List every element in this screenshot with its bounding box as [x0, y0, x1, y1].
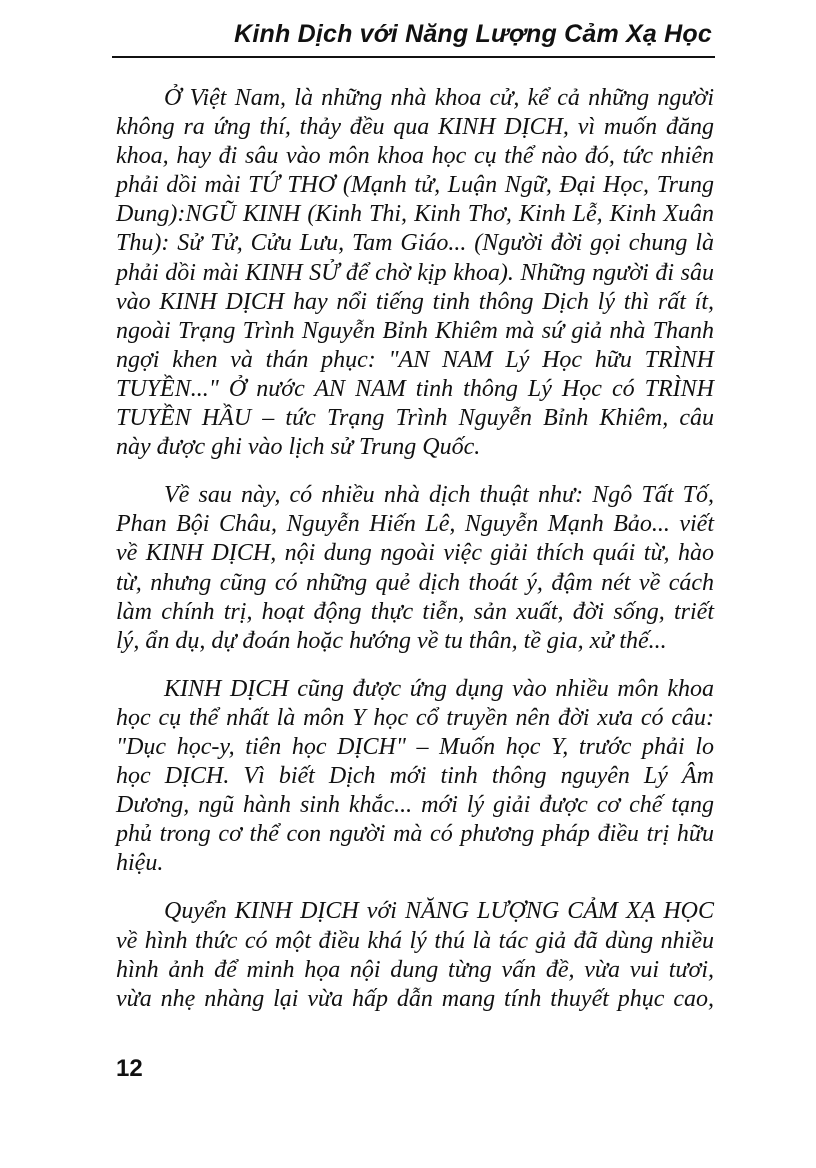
text-line: "Dục học-y, tiên học DỊCH" – Muốn học Y, trước phải lo	[116, 733, 714, 760]
text-line: vào KINH DỊCH hay nổi tiếng tinh thông Dịch lý thì rất ít,	[116, 288, 714, 315]
text-line: này được ghi vào lịch sử Trung Quốc.	[116, 434, 481, 461]
text-line: học DỊCH. Vì biết Dịch mới tinh thông nguyên Lý Âm	[116, 763, 714, 790]
text-line: khoa, hay đi sâu vào môn khoa học cụ thể nào đó, tức nhiên	[116, 143, 714, 170]
text-line: từ, nhưng cũng có những quẻ dịch thoát ý, đậm nét về cách	[116, 569, 714, 596]
text-line: Dung):NGŨ KINH (Kinh Thi, Kinh Thơ, Kinh Lễ, Kinh Xuân	[116, 201, 714, 228]
text-line: Dương, ngũ hành sinh khắc... mới lý giải được cơ chế tạng	[116, 792, 714, 819]
text-line: Quyển KINH DỊCH với NĂNG LƯỢNG CẢM XẠ HỌC	[164, 898, 714, 925]
text-line: ngợi khen và thán phục: "AN NAM Lý Học hữu TRÌNH	[116, 346, 714, 373]
text-line: phải dồi mài KINH SỬ để chờ kịp khoa). Những người đi sâu	[116, 259, 714, 286]
text-line: KINH DỊCH cũng được ứng dụng vào nhiều môn khoa	[164, 675, 714, 702]
paragraph-2	[116, 481, 714, 656]
page-number: 12	[116, 1055, 143, 1082]
text-line: không ra ứng thí, thảy đều qua KINH DỊCH, vì muốn đăng	[116, 114, 714, 141]
text-line: Thu): Sử Tử, Cửu Lưu, Tam Giáo... (Người đời gọi chung là	[116, 230, 714, 257]
body-text	[116, 84, 714, 1033]
text-line: về KINH DỊCH, nội dung ngoài việc giải thích quái từ, hào	[116, 540, 714, 567]
text-line: vừa nhẹ nhàng lại vừa hấp dẫn mang tính thuyết phục cao,	[116, 985, 714, 1012]
text-line: hiệu.	[116, 850, 164, 877]
text-line: ngoài Trạng Trình Nguyễn Bỉnh Khiêm mà sứ giả nhà Thanh	[116, 317, 714, 344]
text-line: Phan Bội Châu, Nguyễn Hiến Lê, Nguyễn Mạnh Bảo... viết	[116, 511, 714, 538]
text-line: về hình thức có một điều khá lý thú là tác giả đã dùng nhiều	[116, 927, 714, 954]
paragraph-4	[116, 897, 714, 1013]
paragraph-3	[116, 675, 714, 879]
text-line: hình ảnh để minh họa nội dung từng vấn đề, vừa vui tươi,	[116, 956, 714, 983]
text-line: phủ trong cơ thể con người mà có phương pháp điều trị hữu	[116, 821, 714, 848]
running-header-title: Kinh Dịch với Năng Lượng Cảm Xạ Học	[234, 20, 712, 48]
text-line: Về sau này, có nhiều nhà dịch thuật như: Ngô Tất Tố,	[164, 482, 714, 509]
text-line: Ở Việt Nam, là những nhà khoa cử, kể cả những người	[164, 85, 714, 111]
text-line: làm chính trị, hoạt động thực tiễn, sản xuất, đời sống, triết	[116, 598, 714, 625]
text-line: TUYỀN..." Ở nước AN NAM tinh thông Lý Học có TRÌNH	[116, 375, 714, 402]
text-line: TUYỀN HẦU – tức Trạng Trình Nguyễn Bỉnh Khiêm, câu	[116, 405, 714, 432]
text-line: lý, ẩn dụ, dự đoán hoặc hướng về tu thân, tề gia, xử thế...	[116, 627, 667, 654]
text-line: phải dồi mài TỨ THƠ (Mạnh tử, Luận Ngữ, Đại Học, Trung	[116, 172, 714, 199]
header-rule	[112, 56, 715, 58]
paragraph-1	[116, 84, 714, 462]
text-line: học cụ thể nhất là môn Y học cổ truyền nên đời xưa có câu:	[116, 704, 714, 731]
